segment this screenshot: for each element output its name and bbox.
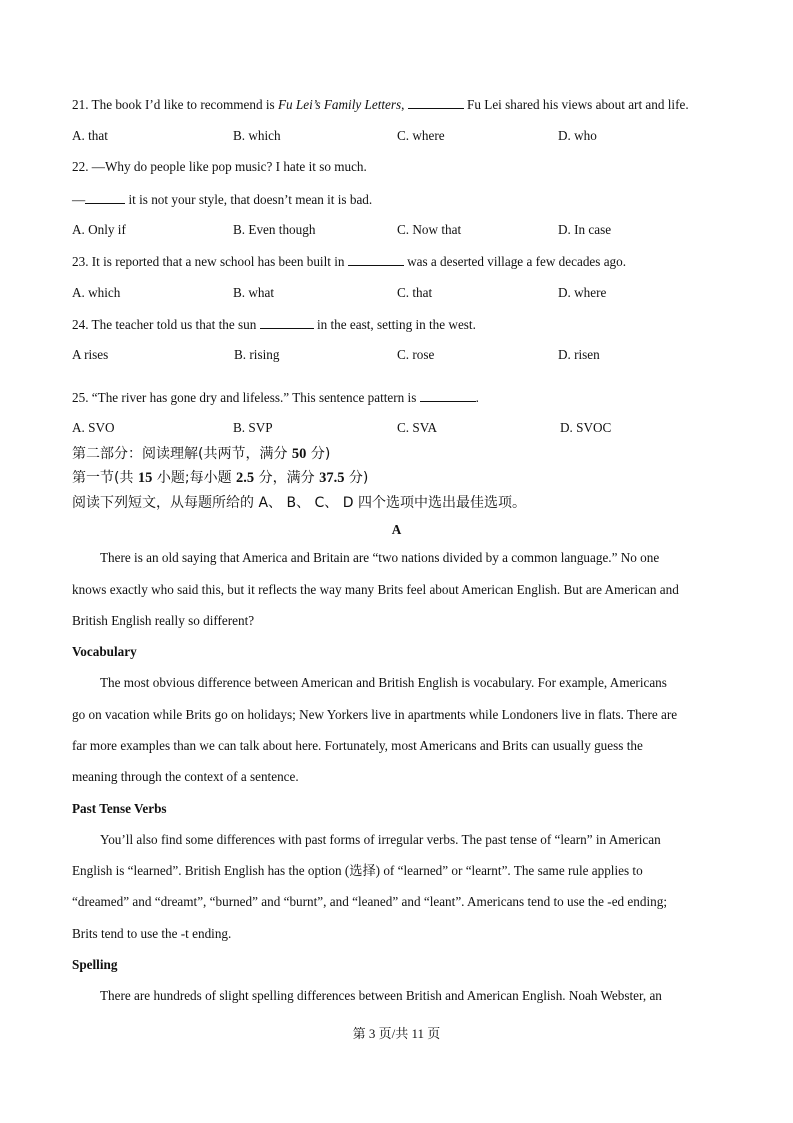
section-one-per-item: 2.5 — [236, 470, 255, 486]
q24-option-d: D. risen — [558, 347, 600, 362]
question-23-stem — [72, 253, 626, 270]
passage-p1-line: There is an old saying that America and Britain are “two nations divided by a common language.” No one — [100, 550, 660, 565]
question-22-reply — [72, 191, 372, 208]
q25-option-c: C. SVA — [397, 420, 438, 435]
q23-option-c: C. that — [397, 285, 433, 300]
q24-post: in the east, setting in the west. — [313, 317, 476, 332]
q21-option-b: B. which — [233, 128, 281, 143]
q21-option-c: C. where — [397, 128, 445, 143]
q24-option-b: B. rising — [234, 347, 280, 362]
q25-option-d: D. SVOC — [560, 420, 612, 435]
part-two-title-text: 第二部分：阅读理解(共两节，满分 — [72, 446, 292, 462]
section-one-text-b: 小题;每小题 — [152, 470, 237, 486]
section-one-text-a: 第一节(共 — [72, 470, 138, 486]
q21-option-d: D. who — [558, 128, 597, 143]
passage-p2-line: meaning through the context of a sentence. — [72, 769, 299, 784]
page-number-footer: 第 3 页/共 11 页 — [352, 1026, 441, 1041]
passage-p3-line: Brits tend to use the -t ending. — [72, 926, 232, 941]
q23-option-d: D. where — [558, 285, 607, 300]
passage-p2-line: far more examples than we can talk about here. Fortunately, most Americans and Brits can usually guess the — [72, 738, 643, 753]
q21-after: Fu Lei shared his views about art and life. — [463, 97, 689, 112]
passage-p4-line: There are hundreds of slight spelling differences between British and American English. Noah Webster, an — [100, 988, 662, 1003]
q22-option-b: B. Even though — [233, 222, 316, 237]
passage-p2-line: go on vacation while Brits go on holidays; New Yorkers live in apartments while Londoners live in flats. There are — [72, 707, 678, 722]
q25-pre: 25. “The river has gone dry and lifeless.” This sentence pattern is — [72, 390, 420, 405]
q23-option-b: B. what — [233, 285, 275, 300]
q23-post: was a deserted village a few decades ago. — [403, 254, 627, 269]
question-25-stem — [72, 389, 479, 406]
passage-p2-line: The most obvious difference between American and British English is vocabulary. For example, Americans — [100, 675, 667, 690]
q25-post: . — [475, 390, 479, 405]
q24-option-a: A rises — [72, 347, 109, 362]
passage-p1-line: British English really so different? — [72, 613, 255, 628]
passage-p3-line: “dreamed” and “dreamt”, “burned” and “burnt”, and “leaned” and “leant”. Americans tend to use the -ed ending; — [72, 894, 667, 909]
question-24-stem — [72, 316, 476, 333]
section-one-count: 15 — [137, 470, 153, 486]
q25-blank — [420, 389, 476, 402]
question-22-stem: 22. —Why do people like pop music? I hate it so much. — [72, 159, 367, 174]
section-one-text-d: 分) — [344, 470, 369, 486]
q22-blank — [85, 191, 125, 204]
q24-blank — [260, 316, 314, 329]
section-one-text-c: 分，满分 — [254, 470, 320, 486]
q22-post: it is not your style, that doesn’t mean it is bad. — [125, 192, 373, 207]
q23-option-a: A. which — [72, 285, 121, 300]
q21-option-a: A. that — [72, 128, 108, 143]
q23-pre: 23. It is reported that a new school has been built in — [72, 254, 348, 269]
q22-option-c: C. Now that — [397, 222, 462, 237]
q21-pre: 21. The book I’d like to recommend is — [72, 97, 278, 112]
q22-option-d: D. In case — [558, 222, 612, 237]
q23-blank — [348, 253, 404, 266]
q22-dash: — — [72, 192, 86, 207]
q24-pre: 24. The teacher told us that the sun — [72, 317, 260, 332]
reading-instruction: 阅读下列短文，从每题所给的 A、 B、 C、 D 四个选项中选出最佳选项。 — [72, 495, 526, 511]
part-two-title — [72, 445, 330, 463]
q21-book-title: Fu Lei’s Family Letters — [277, 97, 402, 112]
passage-letter: A — [391, 522, 402, 537]
passage-p3-line: You’ll also find some differences with past forms of irregular verbs. The past tense of “learn” in American — [100, 832, 661, 847]
q21-post: , — [401, 97, 408, 112]
passage-p1-line: knows exactly who said this, but it reflects the way many Brits feel about American English. But are American and — [72, 582, 679, 597]
section-one-total: 37.5 — [319, 470, 345, 486]
section-one-title — [72, 469, 368, 487]
part-two-score: 50 — [291, 446, 307, 462]
q25-option-a: A. SVO — [72, 420, 115, 435]
q25-option-b: B. SVP — [233, 420, 273, 435]
part-two-title-end: 分) — [306, 446, 331, 462]
heading-spelling: Spelling — [72, 957, 118, 972]
heading-past-tense-verbs: Past Tense Verbs — [72, 801, 167, 816]
q21-blank — [408, 96, 464, 109]
q24-option-c: C. rose — [397, 347, 435, 362]
question-21-stem — [72, 96, 689, 113]
q22-option-a: A. Only if — [72, 222, 126, 237]
passage-p3-line: English is “learned”. British English has the option (选择) of “learned” or “learnt”. The same rule applies to — [72, 863, 643, 878]
heading-vocabulary: Vocabulary — [72, 644, 137, 659]
